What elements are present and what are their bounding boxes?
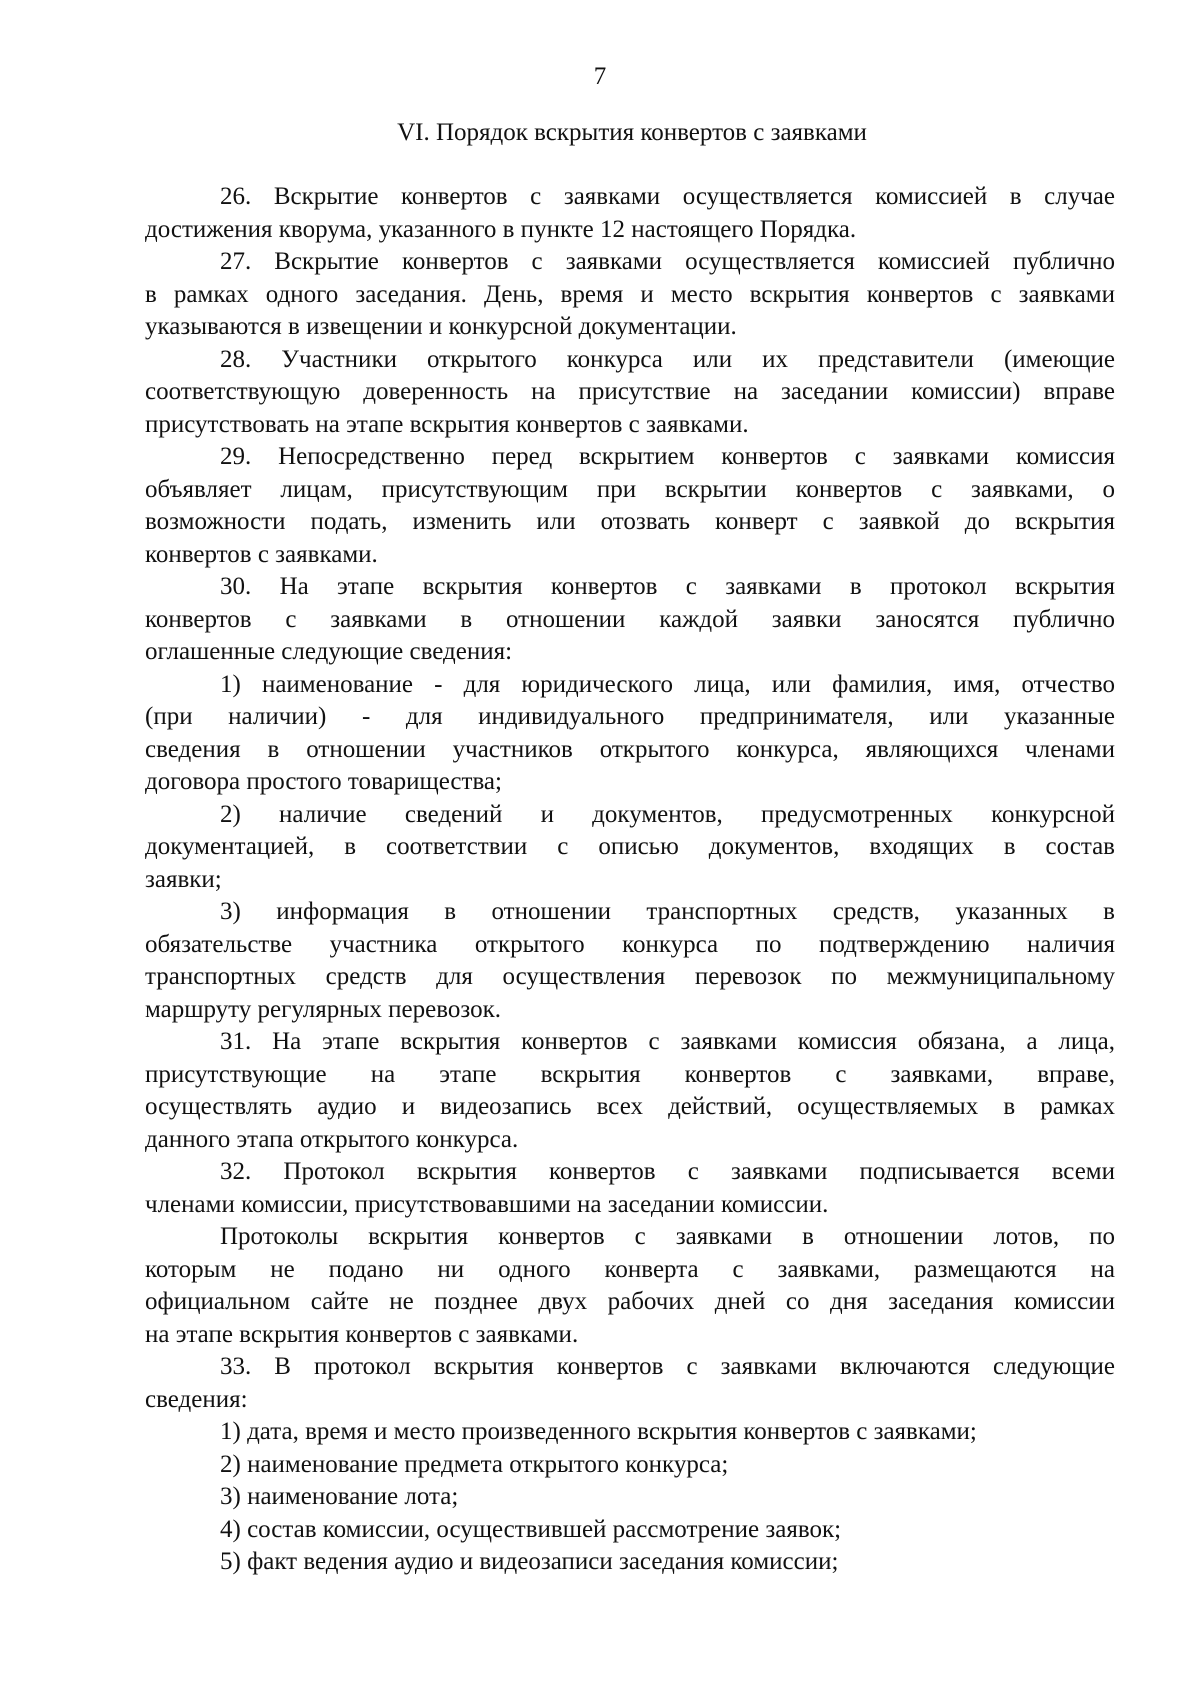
text-line: 32. Протокол вскрытия конвертов с заявками подписывается всеми <box>220 1158 1115 1185</box>
text-line: возможности подать, изменить или отозвать конверт с заявкой до вскрытия <box>145 508 1115 535</box>
paragraph <box>145 1449 1115 1482</box>
paragraph <box>145 1514 1115 1547</box>
text-line: заявки; <box>145 865 222 893</box>
text-line: Протоколы вскрытия конвертов с заявками в отношении лотов, по <box>220 1223 1115 1250</box>
text-line: 5) факт ведения аудио и видеозаписи заседания комиссии; <box>220 1548 839 1575</box>
text-line: транспортных средств для осуществления перевозок по межмуниципальному <box>145 963 1115 990</box>
document-body <box>145 181 1115 1579</box>
paragraph <box>145 1481 1115 1514</box>
text-line: сведения: <box>145 1385 248 1413</box>
text-line: 3) информация в отношении транспортных средств, указанных в <box>220 898 1115 925</box>
text-line: в рамках одного заседания. День, время и место вскрытия конвертов с заявками <box>145 280 1115 308</box>
text-line: 27. Вскрытие конвертов с заявками осуществляется комиссией публично <box>220 248 1115 275</box>
text-line: достижения кворума, указанного в пункте 12 настоящего Порядка. <box>145 215 857 243</box>
paragraph <box>145 1026 1115 1156</box>
paragraph <box>145 571 1115 669</box>
paragraph <box>145 1351 1115 1416</box>
paragraph <box>145 1416 1115 1449</box>
text-line: договора простого товарищества; <box>145 768 502 795</box>
text-line: 30. На этапе вскрытия конвертов с заявками в протокол вскрытия <box>220 573 1115 600</box>
text-line: 33. В протокол вскрытия конвертов с заявками включаются следующие <box>220 1353 1115 1380</box>
text-line: официальном сайте не позднее двух рабочих дней со дня заседания комиссии <box>145 1288 1115 1315</box>
text-line: конвертов с заявками в отношении каждой заявки заносятся публично <box>145 605 1115 633</box>
text-line: объявляет лицам, присутствующим при вскрытии конвертов с заявками, о <box>145 475 1115 503</box>
text-line: осуществлять аудио и видеозапись всех действий, осуществляемых в рамках <box>145 1093 1115 1120</box>
text-line: на этапе вскрытия конвертов с заявками. <box>145 1320 579 1348</box>
paragraph <box>145 344 1115 442</box>
text-line: (при наличии) - для индивидуального предпринимателя, или указанные <box>145 703 1115 730</box>
text-line: 1) дата, время и место произведенного вскрытия конвертов с заявками; <box>220 1418 977 1445</box>
text-line: 3) наименование лота; <box>220 1483 459 1510</box>
text-line: документацией, в соответствии с описью документов, входящих в состав <box>145 833 1115 860</box>
paragraph <box>145 1156 1115 1221</box>
paragraph <box>145 181 1115 246</box>
text-line: 2) наличие сведений и документов, предусмотренных конкурсной <box>220 800 1115 828</box>
paragraph <box>145 441 1115 571</box>
text-line: 28. Участники открытого конкурса или их представители (имеющие <box>220 345 1115 373</box>
paragraph <box>145 799 1115 897</box>
text-line: присутствовать на этапе вскрытия конвертов с заявками. <box>145 410 749 438</box>
text-line: сведения в отношении участников открытого конкурса, являющихся членами <box>145 735 1115 763</box>
text-line: 29. Непосредственно перед вскрытием конвертов с заявками комиссия <box>220 443 1115 470</box>
text-line: 1) наименование - для юридического лица, или фамилия, имя, отчество <box>220 670 1115 698</box>
paragraph <box>145 669 1115 799</box>
text-line: соответствующую доверенность на присутствие на заседании комиссии) вправе <box>145 378 1115 405</box>
text-line: 31. На этапе вскрытия конвертов с заявками комиссия обязана, а лица, <box>220 1028 1115 1055</box>
text-line: указываются в извещении и конкурсной документации. <box>145 313 737 340</box>
text-line: маршруту регулярных перевозок. <box>145 995 501 1023</box>
text-line: членами комиссии, присутствовавшими на заседании комиссии. <box>145 1190 829 1218</box>
text-line: 26. Вскрытие конвертов с заявками осуществляется комиссией в случае <box>220 183 1115 210</box>
text-line: конвертов с заявками. <box>145 540 378 568</box>
text-line: оглашенные следующие сведения: <box>145 638 513 665</box>
paragraph <box>145 896 1115 1026</box>
text-line: обязательстве участника открытого конкурса по подтверждению наличия <box>145 930 1115 958</box>
text-line: 2) наименование предмета открытого конкурса; <box>220 1450 729 1478</box>
text-line: 4) состав комиссии, осуществившей рассмотрение заявок; <box>220 1515 842 1543</box>
text-line: присутствующие на этапе вскрытия конвертов с заявками, вправе, <box>145 1060 1115 1088</box>
paragraph <box>145 246 1115 344</box>
text-line: которым не подано ни одного конверта с заявками, размещаются на <box>145 1255 1115 1283</box>
text-line: данного этапа открытого конкурса. <box>145 1125 519 1153</box>
section-title: VI. Порядок вскрытия конвертов с заявками <box>397 119 867 146</box>
paragraph <box>145 1546 1115 1579</box>
paragraph <box>145 1221 1115 1351</box>
page-number: 7 <box>593 63 607 90</box>
